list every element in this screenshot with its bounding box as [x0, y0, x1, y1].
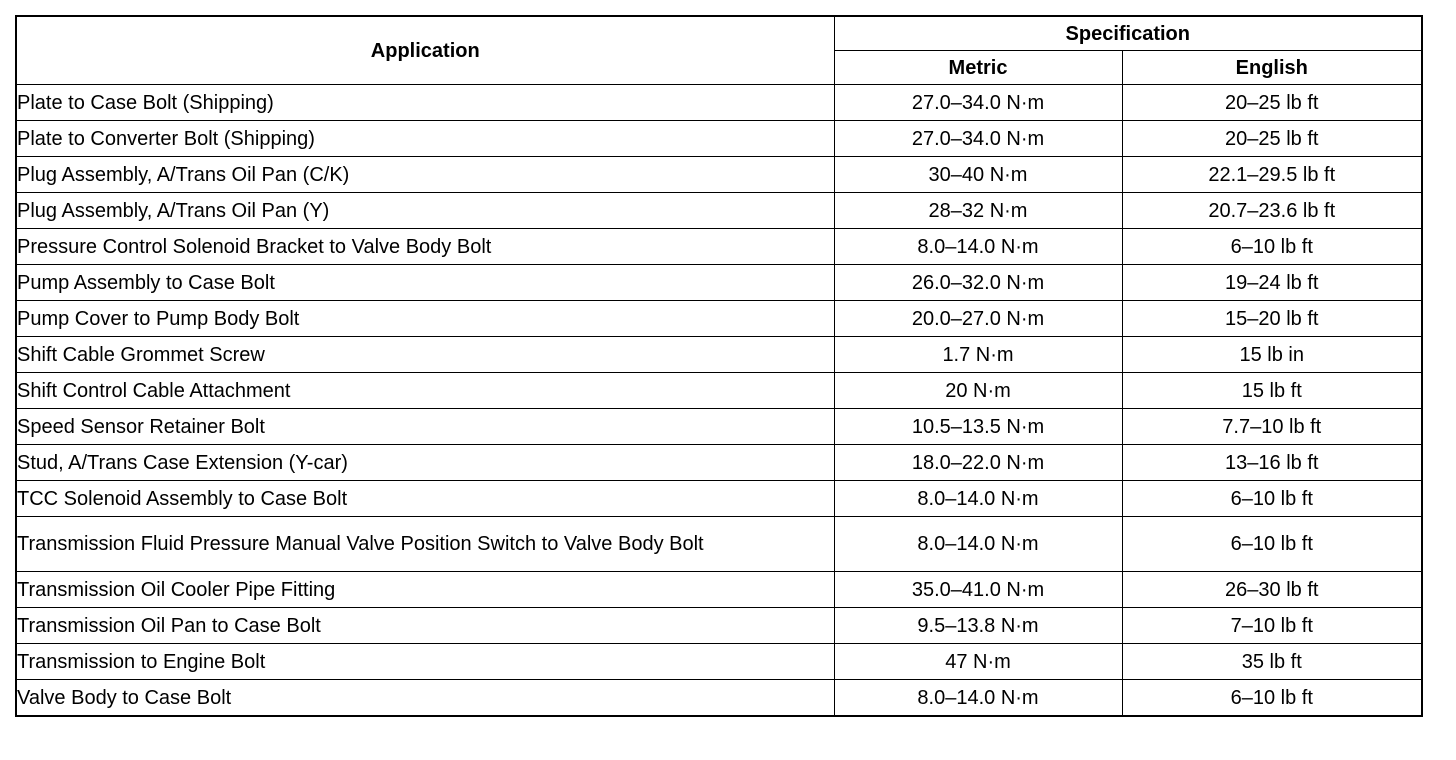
english-cell: 26–30 lb ft — [1122, 572, 1422, 608]
application-cell: Pump Cover to Pump Body Bolt — [16, 301, 834, 337]
metric-cell: 27.0–34.0 N·m — [834, 121, 1122, 157]
metric-cell: 18.0–22.0 N·m — [834, 445, 1122, 481]
application-cell: Transmission Oil Cooler Pipe Fitting — [16, 572, 834, 608]
metric-cell: 10.5–13.5 N·m — [834, 409, 1122, 445]
english-cell: 6–10 lb ft — [1122, 481, 1422, 517]
table-row — [16, 85, 1422, 121]
metric-cell: 8.0–14.0 N·m — [834, 680, 1122, 717]
english-cell: 20.7–23.6 lb ft — [1122, 193, 1422, 229]
column-header-english: English — [1122, 51, 1422, 85]
application-cell: Pump Assembly to Case Bolt — [16, 265, 834, 301]
table-row — [16, 608, 1422, 644]
english-cell: 7.7–10 lb ft — [1122, 409, 1422, 445]
english-cell: 15–20 lb ft — [1122, 301, 1422, 337]
english-cell: 6–10 lb ft — [1122, 680, 1422, 717]
application-cell: Plate to Case Bolt (Shipping) — [16, 85, 834, 121]
application-cell: Shift Control Cable Attachment — [16, 373, 834, 409]
application-cell: Plug Assembly, A/Trans Oil Pan (Y) — [16, 193, 834, 229]
column-header-specification: Specification — [834, 16, 1422, 51]
metric-cell: 20.0–27.0 N·m — [834, 301, 1122, 337]
english-cell: 15 lb in — [1122, 337, 1422, 373]
application-cell-text: Transmission Fluid Pressure Manual Valve Position Switch to Valve Body Bolt — [17, 533, 704, 555]
table-body — [16, 85, 1422, 717]
english-cell: 19–24 lb ft — [1122, 265, 1422, 301]
english-cell: 13–16 lb ft — [1122, 445, 1422, 481]
table-row — [16, 572, 1422, 608]
english-cell: 35 lb ft — [1122, 644, 1422, 680]
column-header-metric: Metric — [834, 51, 1122, 85]
application-cell: Plug Assembly, A/Trans Oil Pan (C/K) — [16, 157, 834, 193]
english-cell: 15 lb ft — [1122, 373, 1422, 409]
metric-cell: 28–32 N·m — [834, 193, 1122, 229]
metric-cell: 30–40 N·m — [834, 157, 1122, 193]
application-cell: Speed Sensor Retainer Bolt — [16, 409, 834, 445]
english-cell: 6–10 lb ft — [1122, 229, 1422, 265]
metric-cell: 8.0–14.0 N·m — [834, 481, 1122, 517]
application-cell: Transmission to Engine Bolt — [16, 644, 834, 680]
table-row — [16, 481, 1422, 517]
table-row — [16, 265, 1422, 301]
application-cell: Stud, A/Trans Case Extension (Y-car) — [16, 445, 834, 481]
table-row — [16, 445, 1422, 481]
metric-cell: 20 N·m — [834, 373, 1122, 409]
application-cell: Plate to Converter Bolt (Shipping) — [16, 121, 834, 157]
metric-cell: 27.0–34.0 N·m — [834, 85, 1122, 121]
table-row — [16, 517, 1422, 572]
header-row-top — [16, 16, 1422, 51]
english-cell: 6–10 lb ft — [1122, 517, 1422, 572]
english-cell: 22.1–29.5 lb ft — [1122, 157, 1422, 193]
torque-spec-table — [15, 15, 1423, 717]
table-row — [16, 229, 1422, 265]
table-row — [16, 157, 1422, 193]
application-cell: Transmission Oil Pan to Case Bolt — [16, 608, 834, 644]
metric-cell: 26.0–32.0 N·m — [834, 265, 1122, 301]
english-cell: 20–25 lb ft — [1122, 85, 1422, 121]
table-row — [16, 337, 1422, 373]
application-cell: Shift Cable Grommet Screw — [16, 337, 834, 373]
english-cell: 20–25 lb ft — [1122, 121, 1422, 157]
metric-cell: 8.0–14.0 N·m — [834, 229, 1122, 265]
metric-cell: 47 N·m — [834, 644, 1122, 680]
metric-cell: 9.5–13.8 N·m — [834, 608, 1122, 644]
table-row — [16, 409, 1422, 445]
application-cell: Pressure Control Solenoid Bracket to Valve Body Bolt — [16, 229, 834, 265]
column-header-application: Application — [16, 16, 834, 85]
metric-cell: 8.0–14.0 N·m — [834, 517, 1122, 572]
application-cell: TCC Solenoid Assembly to Case Bolt — [16, 481, 834, 517]
metric-cell: 35.0–41.0 N·m — [834, 572, 1122, 608]
table-row — [16, 680, 1422, 717]
table-row — [16, 373, 1422, 409]
table-row — [16, 193, 1422, 229]
table-row — [16, 301, 1422, 337]
english-cell: 7–10 lb ft — [1122, 608, 1422, 644]
table-header — [16, 16, 1422, 85]
table-row — [16, 644, 1422, 680]
application-cell: Valve Body to Case Bolt — [16, 680, 834, 717]
application-cell — [16, 517, 834, 572]
table-row — [16, 121, 1422, 157]
metric-cell: 1.7 N·m — [834, 337, 1122, 373]
